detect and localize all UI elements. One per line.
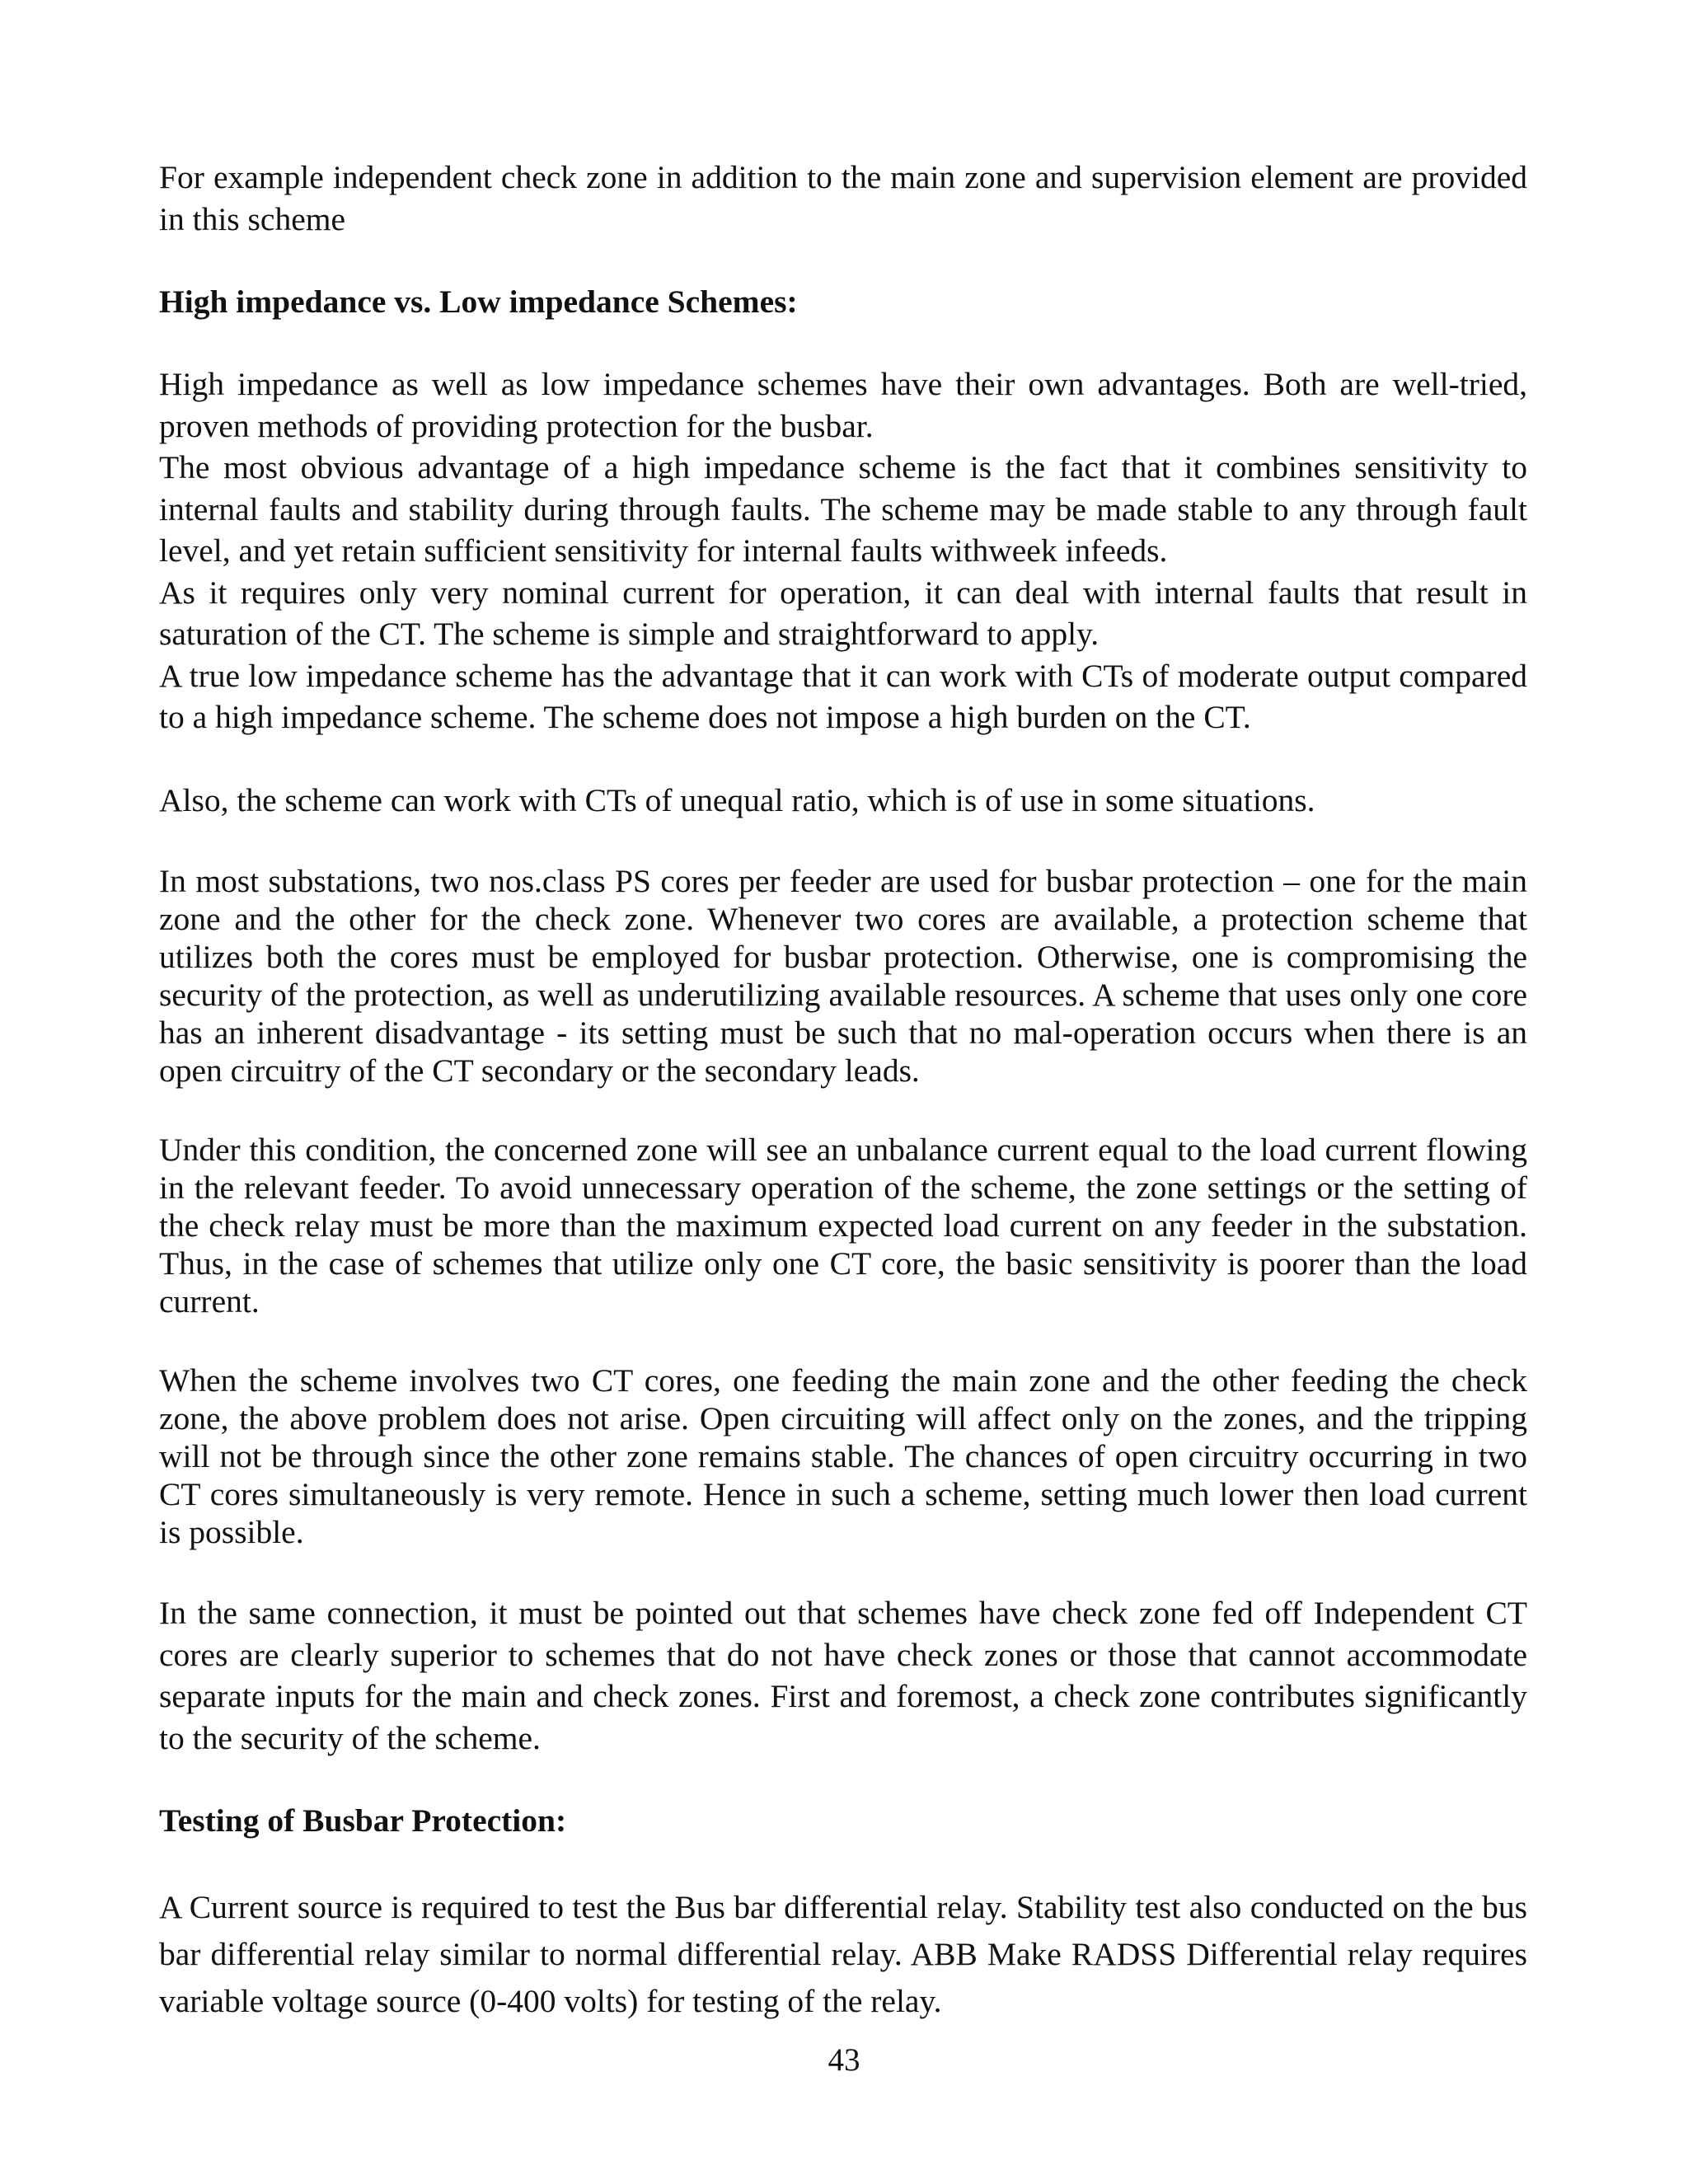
paragraph-two-ct-cores: When the scheme involves two CT cores, one feeding the main zone and the other feeding the check zone, the above problem does not arise. Open circuiting will affect only on the zones, and the tripping will not be through since the other zone remains stable. The chances of open circuitry occurring in two CT cores simultaneously is very remote. Hence in such a scheme, setting much lower then load current is possible.	[159, 1362, 1527, 1550]
paragraph-unbalance-current: Under this condition, the concerned zone will see an unbalance current equal to the load current flowing in the relevant feeder. To avoid unnecessary operation of the scheme, the zone settings or the setting of the check relay must be more than the maximum expected load current on any feeder in the substation. Thus, in the case of schemes that utilize only one CT core, the basic sensitivity is poorer than the load current.	[159, 1132, 1527, 1319]
paragraph-high-impedance-advantage: The most obvious advantage of a high impedance scheme is the fact that it combines sensitivity to internal faults and stability during through faults. The scheme may be made stable to any through fault level, and yet retain sufficient sensitivity for internal faults withweek infeeds.	[159, 449, 1527, 569]
page-body	[159, 157, 1527, 2025]
intro-paragraph: For example independent check zone in addition to the main zone and supervision element are provided in this scheme	[159, 159, 1527, 237]
section-heading-impedance-schemes: High impedance vs. Low impedance Schemes:	[159, 284, 798, 320]
paragraph-low-impedance-advantage: A true low impedance scheme has the advantage that it can work with CTs of moderate output compared to a high impedance scheme. The scheme does not impose a high burden on the CT.	[159, 657, 1527, 735]
paragraph-check-zone: In the same connection, it must be pointed out that schemes have check zone fed off Independent CT cores are clearly superior to schemes that do not have check zones or those that cannot accommodate separate inputs for the main and check zones. First and foremost, a check zone contributes significantly to the security of the scheme.	[159, 1595, 1527, 1756]
paragraph-nominal-current: As it requires only very nominal current for operation, it can deal with internal faults that result in saturation of the CT. The scheme is simple and straightforward to apply.	[159, 574, 1527, 652]
paragraph-testing: A Current source is required to test the Bus bar differential relay. Stability test also conducted on the bus bar differential relay similar to normal differential relay. ABB Make RADSS Differential relay requires variable voltage source (0-400 volts) for testing of the relay.	[159, 1889, 1527, 2019]
paragraph-advantages: High impedance as well as low impedance schemes have their own advantages. Both are well-tried, proven methods of providing protection for the busbar.	[159, 366, 1527, 444]
paragraph-two-cores: In most substations, two nos.class PS cores per feeder are used for busbar protection – one for the main zone and the other for the check zone. Whenever two cores are available, a protection scheme that utilizes both the cores must be employed for busbar protection. Otherwise, one is compromising the security of the protection, as well as underutilizing available resources. A scheme that uses only one core has an inherent disadvantage - its setting must be such that no mal-operation occurs when there is an open circuitry of the CT secondary or the secondary leads.	[159, 863, 1527, 1089]
section-heading-testing: Testing of Busbar Protection:	[159, 1802, 567, 1839]
page-number: 43	[828, 2042, 860, 2078]
paragraph-unequal-ratio: Also, the scheme can work with CTs of unequal ratio, which is of use in some situations.	[159, 781, 1315, 818]
